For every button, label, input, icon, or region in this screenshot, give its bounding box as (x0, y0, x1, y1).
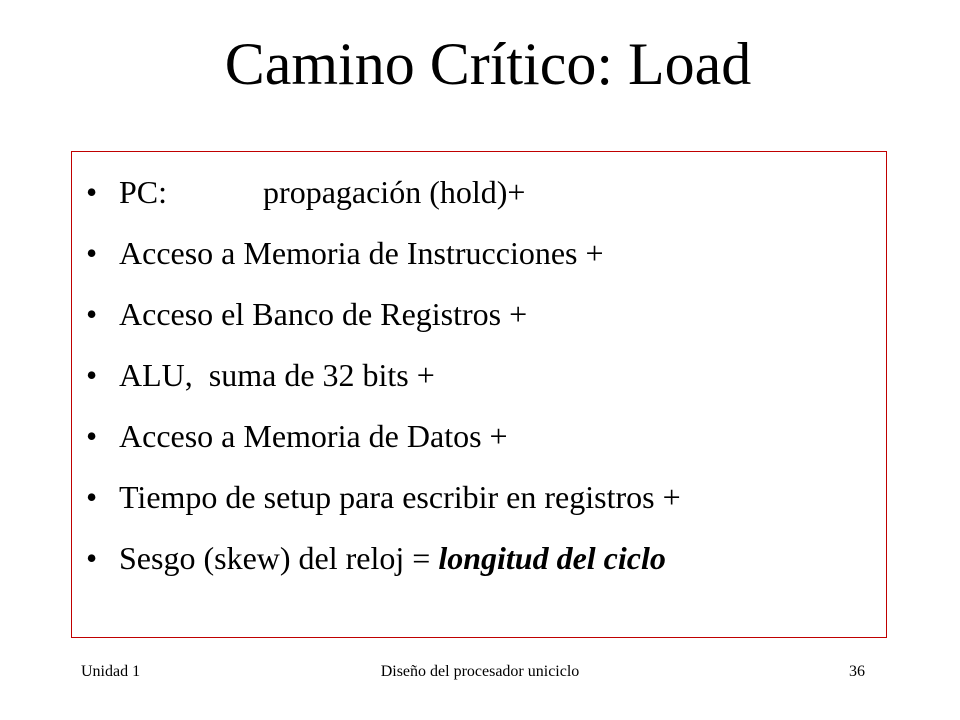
bullet-setup-time (86, 467, 681, 528)
bullet-text: Sesgo (skew) del reloj = (119, 540, 439, 576)
cycle-length-emphasis: longitud del ciclo (438, 540, 666, 576)
bullet-icon: • (86, 235, 98, 271)
footer-page-number: 36 (849, 663, 865, 680)
bullet-text: ALU, suma de 32 bits + (119, 357, 435, 393)
bullet-instruction-memory (86, 223, 681, 284)
bullet-icon: • (86, 174, 98, 210)
bullet-data-memory (86, 406, 681, 467)
footer-unit: Unidad 1 (81, 663, 141, 680)
bullet-icon: • (86, 540, 98, 576)
bullet-icon: • (86, 357, 98, 393)
bullet-text: Acceso a Memoria de Instrucciones + (119, 235, 604, 271)
bullet-register-bank (86, 284, 681, 345)
bullet-pc-propagation (86, 162, 681, 223)
bullet-alu (86, 345, 681, 406)
bullet-clock-skew (86, 528, 681, 589)
bullet-icon: • (86, 418, 98, 454)
bullet-icon: • (86, 296, 98, 332)
slide-title: Camino Crítico: Load (224, 31, 752, 97)
bullet-text: Acceso el Banco de Registros + (119, 296, 528, 332)
content-box (71, 151, 887, 638)
footer-course-title: Diseño del procesador uniciclo (380, 663, 580, 680)
bullet-icon: • (86, 479, 98, 515)
bullet-text: Acceso a Memoria de Datos + (119, 418, 508, 454)
bullet-label: PC: (119, 174, 168, 210)
bullet-text: propagación (hold)+ (263, 174, 526, 210)
bullet-text: Tiempo de setup para escribir en registros + (119, 479, 681, 515)
bullet-list (86, 162, 681, 589)
